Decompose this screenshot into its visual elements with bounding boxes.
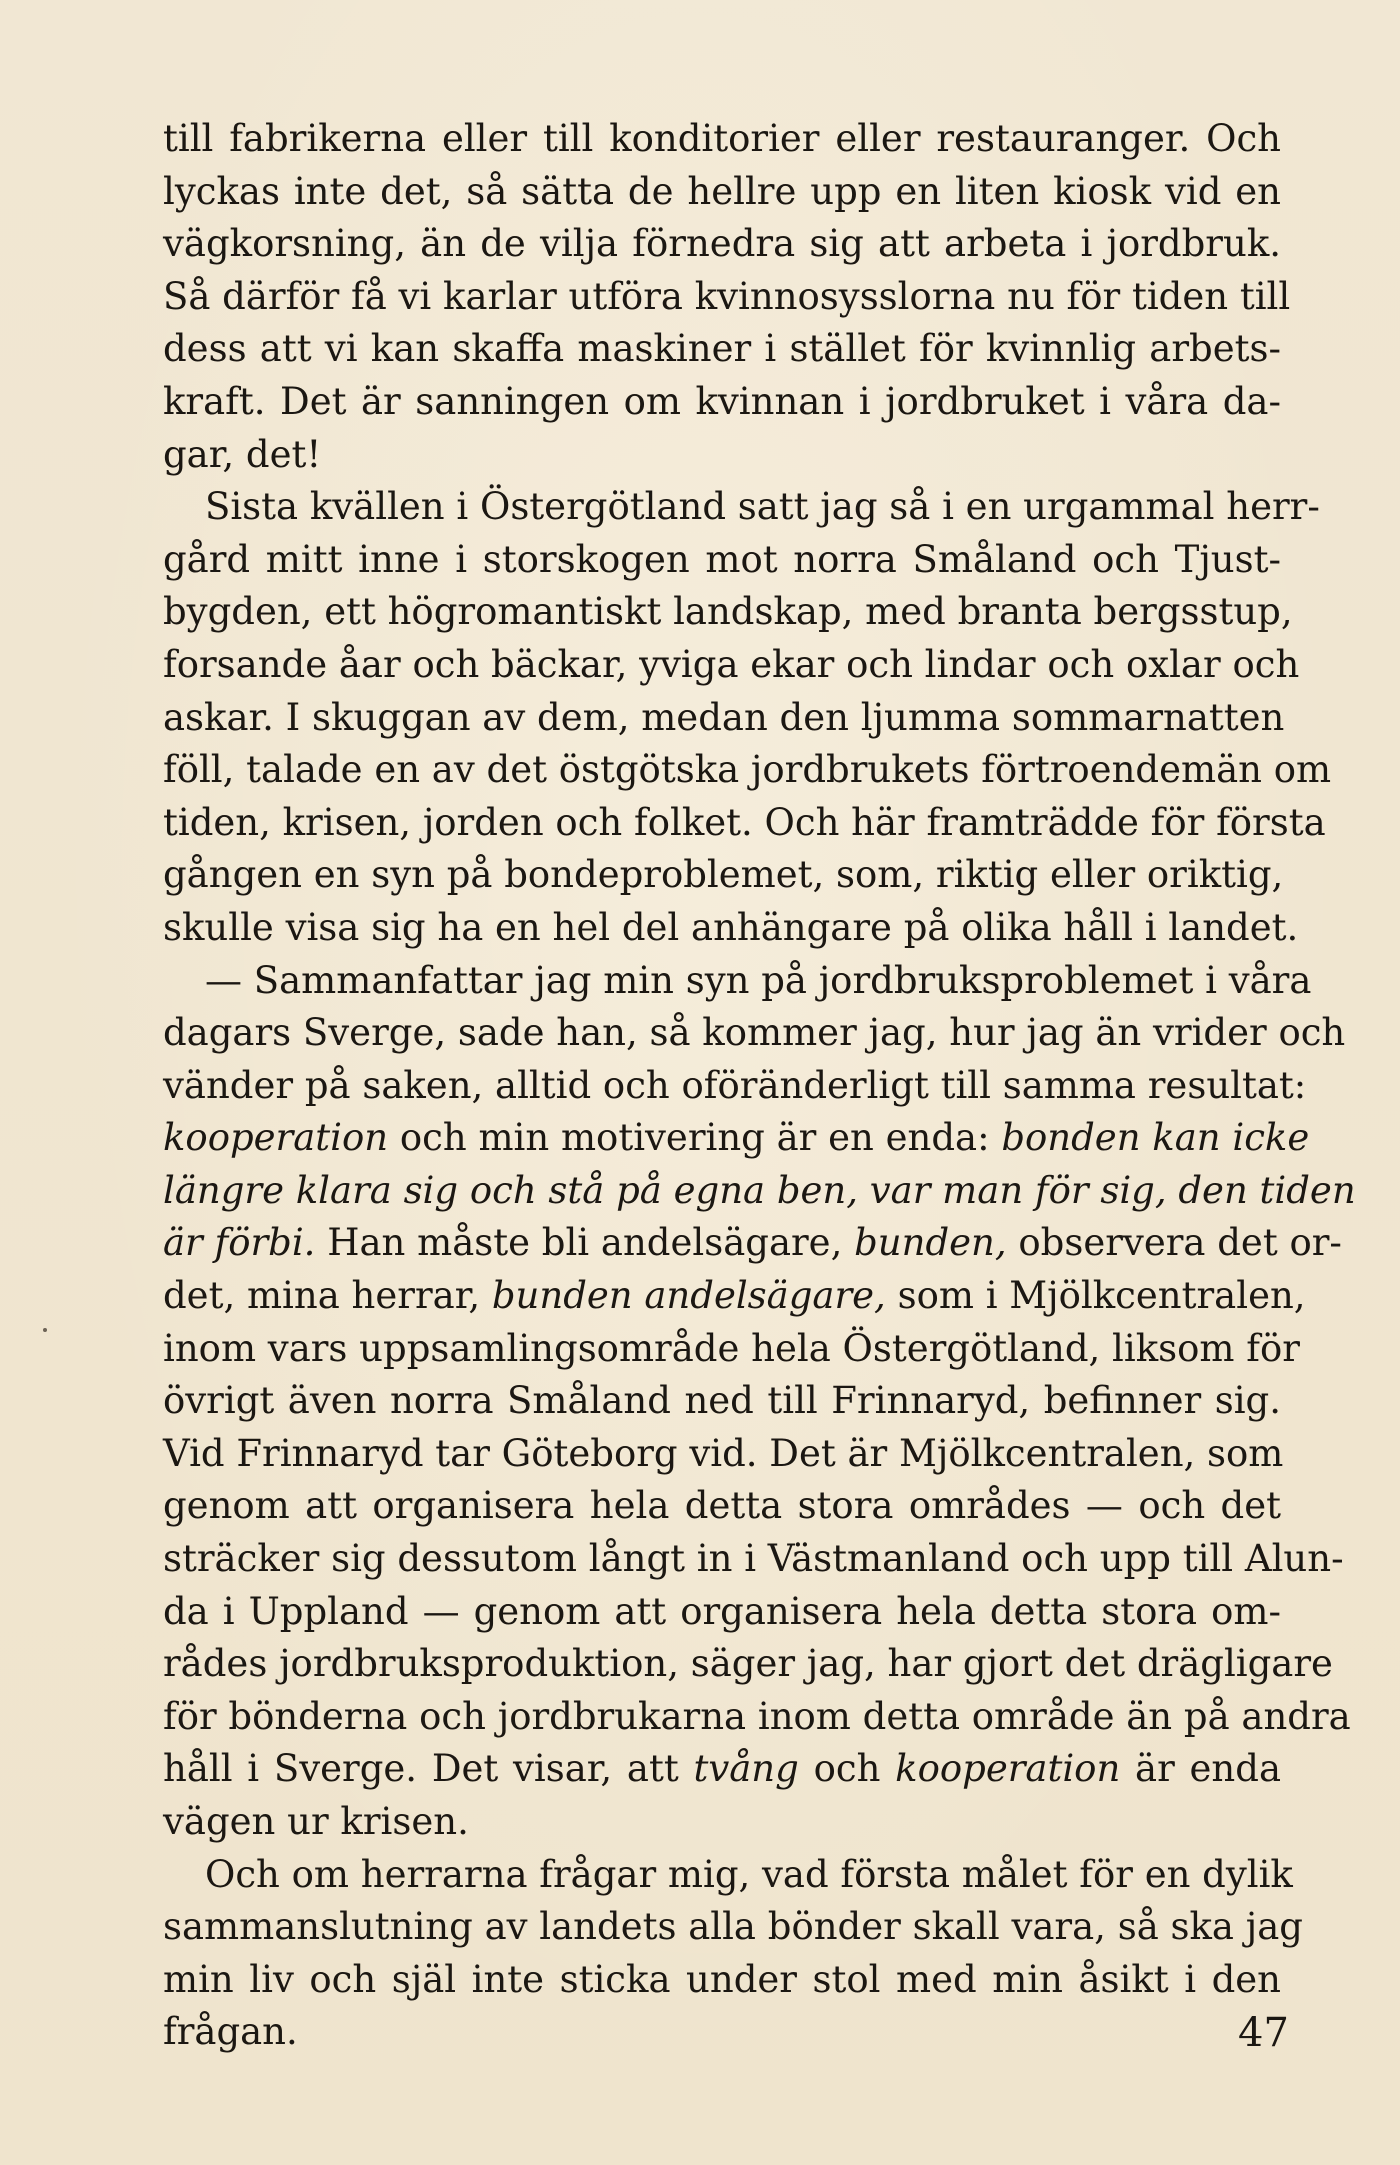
text-line: Vid Frinnaryd tar Göteborg vid. Det är Mjölkcentralen, som <box>163 1431 1284 1475</box>
text-line: inom vars uppsamlingsområde hela Östergötland, liksom för <box>163 1326 1300 1370</box>
paragraph <box>163 1849 1303 2059</box>
text-line: — Sammanfattar jag min syn på jordbruksproblemet i våra <box>205 958 1312 1002</box>
text-line: för bönderna och jordbrukarna inom detta område än på andra <box>163 1694 1351 1738</box>
text-line: forsande åar och bäckar, yviga ekar och lindar och oxlar och <box>163 642 1300 686</box>
paper-speck <box>43 1328 47 1332</box>
text-line: vänder på saken, alltid och oföränderligt till samma resultat: <box>163 1063 1307 1107</box>
text-line: frågan. <box>163 2010 298 2054</box>
paragraph <box>163 113 1291 481</box>
page-number: 47 <box>1238 2010 1289 2056</box>
text-line: sammanslutning av landets alla bönder skall vara, så ska jag <box>163 1905 1303 1949</box>
text-line: gård mitt inne i storskogen mot norra Småland och Tjust- <box>163 537 1281 581</box>
text-line: askar. I skuggan av dem, medan den ljumma sommarnatten <box>163 695 1285 739</box>
text-line: bygden, ett högromantiskt landskap, med branta bergsstup, <box>163 590 1293 634</box>
text-line: min liv och själ inte sticka under stol med min åsikt i den <box>163 1957 1281 2001</box>
text-line: genom att organisera hela detta stora områdes — och det <box>163 1484 1281 1528</box>
text-line: det, mina herrar, bunden andelsägare, som i Mjölkcentralen, <box>163 1274 1306 1318</box>
text-line: da i Uppland — genom att organisera hela detta stora om- <box>163 1589 1281 1633</box>
text-line: gar, det! <box>163 432 322 476</box>
text-line: dess att vi kan skaffa maskiner i stället för kvinnlig arbets- <box>163 327 1281 371</box>
body-text <box>163 113 1356 2059</box>
text-line: längre klara sig och stå på egna ben, var man för sig, den tiden <box>163 1168 1356 1212</box>
paragraph <box>163 955 1356 1849</box>
text-line: tiden, krisen, jorden och folket. Och här framträdde för första <box>163 800 1326 844</box>
paragraph <box>163 481 1332 954</box>
text-line: föll, talade en av det östgötska jordbrukets förtroendemän om <box>163 748 1332 792</box>
text-line: håll i Sverge. Det visar, att tvång och kooperation är enda <box>163 1747 1281 1791</box>
text-line: vägen ur krisen. <box>163 1800 469 1843</box>
text-line: sträcker sig dessutom långt in i Västmanland och upp till Alun- <box>163 1537 1344 1581</box>
text-line: vägkorsning, än de vilja förnedra sig att arbeta i jordbruk. <box>163 222 1281 266</box>
text-line: Och om herrarna frågar mig, vad första målet för en dylik <box>205 1852 1293 1896</box>
text-line: Sista kvällen i Östergötland satt jag så i en urgammal herr- <box>205 485 1320 529</box>
text-line: övrigt även norra Småland ned till Frinnaryd, befinner sig. <box>163 1379 1281 1423</box>
text-line: dagars Sverge, sade han, så kommer jag, hur jag än vrider och <box>163 1011 1346 1055</box>
text-line: rådes jordbruksproduktion, säger jag, har gjort det drägligare <box>163 1642 1333 1686</box>
text-line: gången en syn på bondeproblemet, som, riktig eller oriktig, <box>163 853 1284 897</box>
text-line: lyckas inte det, så sätta de hellre upp en liten kiosk vid en <box>163 169 1281 213</box>
text-line: kooperation och min motivering är en enda: bonden kan icke <box>163 1116 1310 1160</box>
text-line: till fabrikerna eller till konditorier eller restauranger. Och <box>163 117 1281 160</box>
text-line: skulle visa sig ha en hel del anhängare på olika håll i landet. <box>163 905 1299 949</box>
text-line: är förbi. Han måste bli andelsägare, bunden, observera det or- <box>163 1221 1342 1265</box>
text-line: Så därför få vi karlar utföra kvinnosysslorna nu för tiden till <box>163 274 1291 318</box>
text-line: kraft. Det är sanningen om kvinnan i jordbruket i våra da- <box>163 379 1281 423</box>
